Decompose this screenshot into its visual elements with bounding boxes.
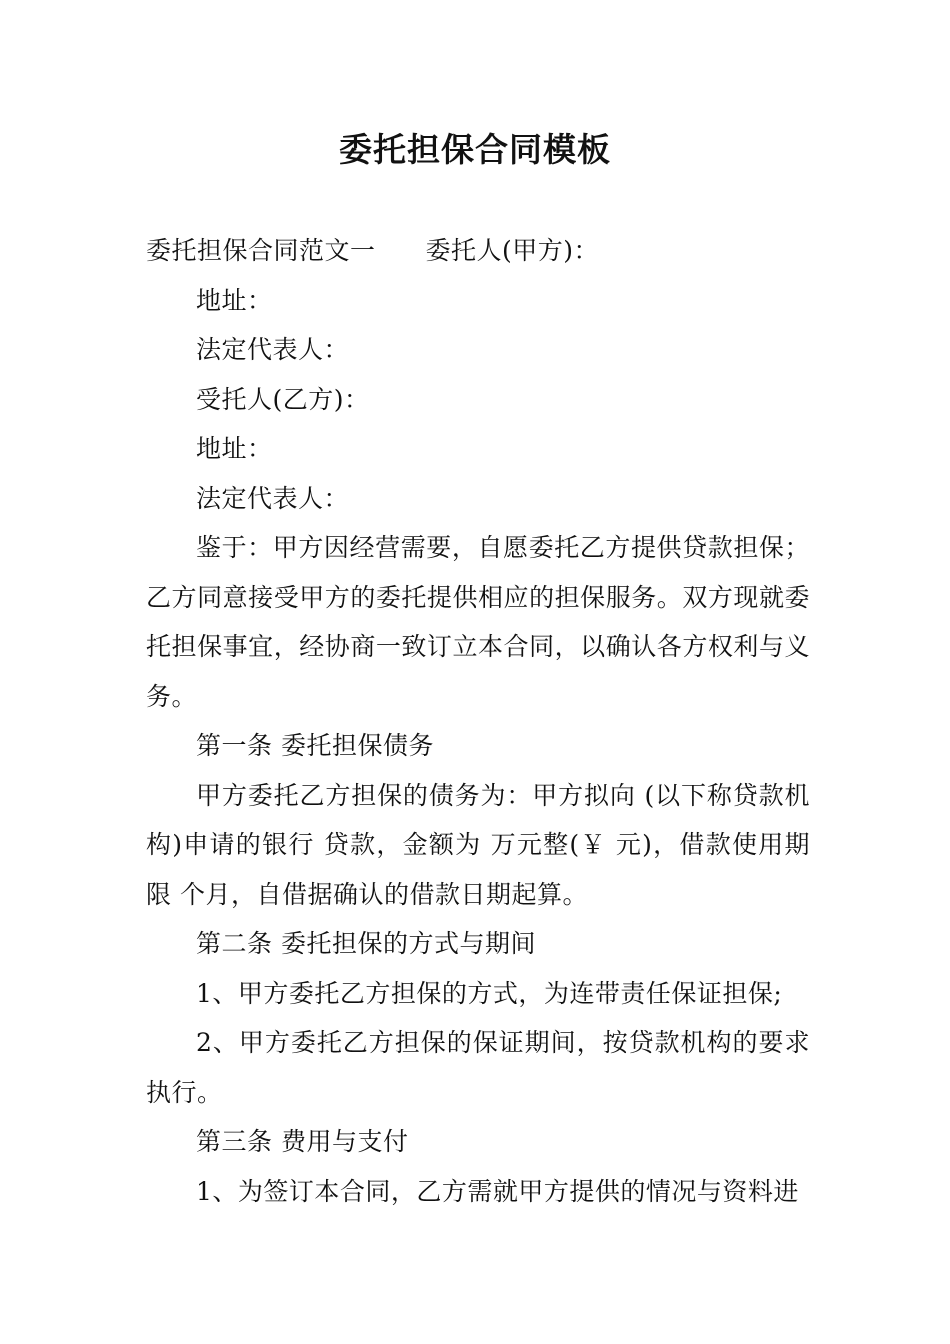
intro-line [146, 226, 810, 276]
party-b: 受托人(乙方)： [196, 384, 370, 414]
party-a-rep: 法定代表人： [196, 335, 350, 364]
article2-item1: 1、甲方委托乙方担保的方式，为连带责任保证担保; [196, 978, 783, 1008]
party-b-rep: 法定代表人： [196, 483, 350, 513]
document-body [146, 226, 810, 1216]
article2-heading: 第二条 委托担保的方式与期间 [196, 929, 536, 958]
intro-left: 委托担保合同范文一 [146, 236, 376, 265]
party-a-address: 地址： [196, 285, 273, 315]
article1-heading: 第一条 委托担保债务 [196, 731, 434, 760]
article3-item1: 1、为签订本合同，乙方需就甲方提供的情况与资料进 [196, 1176, 799, 1206]
article3-heading: 第三条 费用与支付 [196, 1127, 409, 1156]
article1-text: 甲方委托乙方担保的债务为：甲方拟向 (以下称贷款机构)申请的银行 贷款，金额为 万元整(￥ 元)，借款使用期限 个月，自借据确认的借款日期起算。 [146, 780, 810, 909]
whereas-paragraph: 鉴于：甲方因经营需要，自愿委托乙方提供贷款担保；乙方同意接受甲方的委托提供相应的担保服务。双方现就委托担保事宜，经协商一致订立本合同，以确认各方权利与义务。 [146, 533, 810, 711]
party-b-address: 地址： [196, 434, 273, 463]
document-title: 委托担保合同模板 [339, 130, 611, 169]
intro-right: 委托人(甲方)： [425, 236, 600, 265]
article2-item2: 2、甲方委托乙方担保的保证期间，按贷款机构的要求执行。 [146, 1028, 810, 1107]
